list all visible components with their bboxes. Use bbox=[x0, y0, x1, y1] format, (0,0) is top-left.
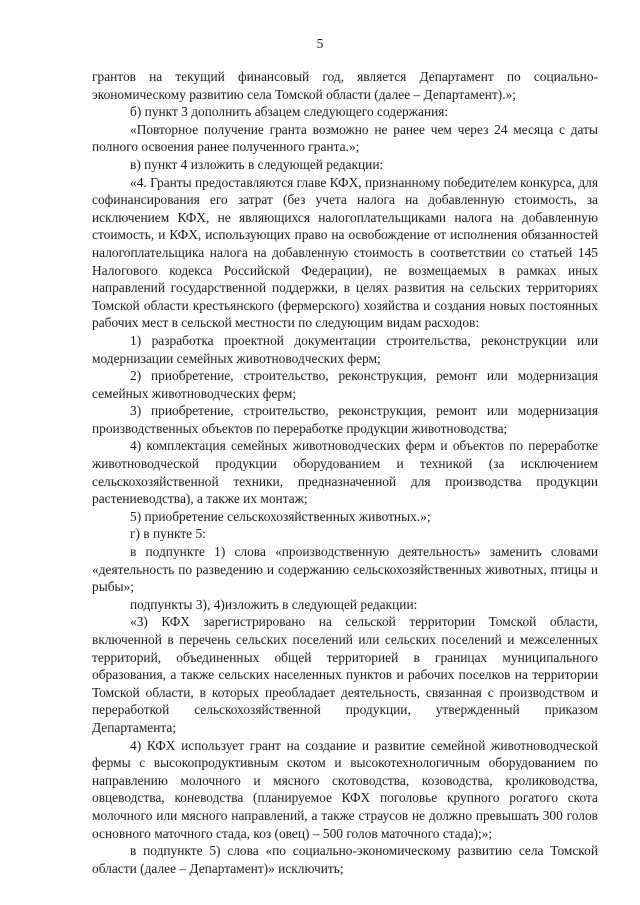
paragraph: в) пункт 4 изложить в следующей редакции: bbox=[130, 156, 384, 172]
paragraph: в подпункте 1) слова «производственную деятельность» заменить словами «деятельность по разведению и содержанию сельскохозяйственных животных, птицы и рыбы»; bbox=[92, 544, 598, 595]
paragraph: 4) КФХ использует грант на создание и развитие семейной животноводческой фермы с высокопродуктивным скотом и высокотехнологичным оборудованием по направлению молочного и мясного скотоводства, козоводства, кролиководства, овцеводства, коневодства (планируемое КФХ поголовье крупного рогатого скота молочного или мясного направлений, а также страусов не должно превышать 300 голов основного маточного стада, коз (овец) – 500 голов маточного стада);»; bbox=[92, 737, 598, 841]
paragraph: 4) комплектация семейных животноводческих ферм и объектов по переработке животноводческой продукции оборудованием и техникой (за исключением сельскохозяйственной техники, предназначенной для производства продукции растениеводства), а также их монтаж; bbox=[92, 438, 598, 507]
paragraph: 3) приобретение, строительство, реконструкция, ремонт или модернизация производственных объектов по переработке продукции животноводства; bbox=[92, 403, 598, 436]
paragraph: б) пункт 3 дополнить абзацем следующего содержания: bbox=[130, 104, 449, 120]
page-number: 5 bbox=[316, 36, 324, 51]
paragraph: 1) разработка проектной документации строительства, реконструкции или модернизации семейных животноводческих ферм; bbox=[92, 332, 598, 366]
document-body bbox=[92, 68, 598, 877]
paragraph: грантов на текущий финансовый год, является Департамент по социально-экономическому развитию села Томской области (далее – Департамент).»; bbox=[92, 69, 598, 102]
paragraph: «Повторное получение гранта возможно не ранее чем через 24 месяца с даты полного освоения ранее полученного гранта.»; bbox=[92, 121, 598, 155]
paragraph: в подпункте 5) слова «по социально-экономическому развитию села Томской области (далее – Департамент)» исключить; bbox=[92, 843, 598, 876]
paragraph: «3) КФХ зарегистрировано на сельской территории Томской области, включенной в перечень сельских поселений или сельских поселений и межселенных территорий, объединенных общей территорией в границах муниципального образования, а также сельских населенных пунктов и рабочих поселков на территории Томской области, в которых преобладает деятельность, связанная с производством и переработкой сельскохозяйственной продукции, утвержденный приказом Департамента; bbox=[92, 614, 598, 735]
paragraph: подпункты 3), 4)изложить в следующей редакции: bbox=[130, 596, 418, 612]
paragraph: «4. Гранты предоставляются главе КФХ, признанному победителем конкурса, для софинансирования его затрат (без учета налога на добавленную стоимость, за исключением КФХ, не являющихся налогоплательщиками налога на добавленную стоимость, и КФХ, использующих право на освобождение от исполнения обязанностей налогоплательщика налога на добавленную стоимость в соответствии со статьей 145 Налогового кодекса Российской Федерации), не возмещаемых в рамках иных направлений государственной поддержки, в целях развития на сельских территориях Томской области крестьянского (фермерского) хозяйства и создания новых постоянных рабочих мест в сельской местности по следующим видам расходов: bbox=[92, 174, 598, 331]
paragraph: г) в пункте 5: bbox=[130, 526, 206, 542]
paragraph: 2) приобретение, строительство, реконструкция, ремонт или модернизация семейных животноводческих ферм; bbox=[92, 368, 598, 401]
paragraph: 5) приобретение сельскохозяйственных животных.»; bbox=[130, 508, 431, 524]
